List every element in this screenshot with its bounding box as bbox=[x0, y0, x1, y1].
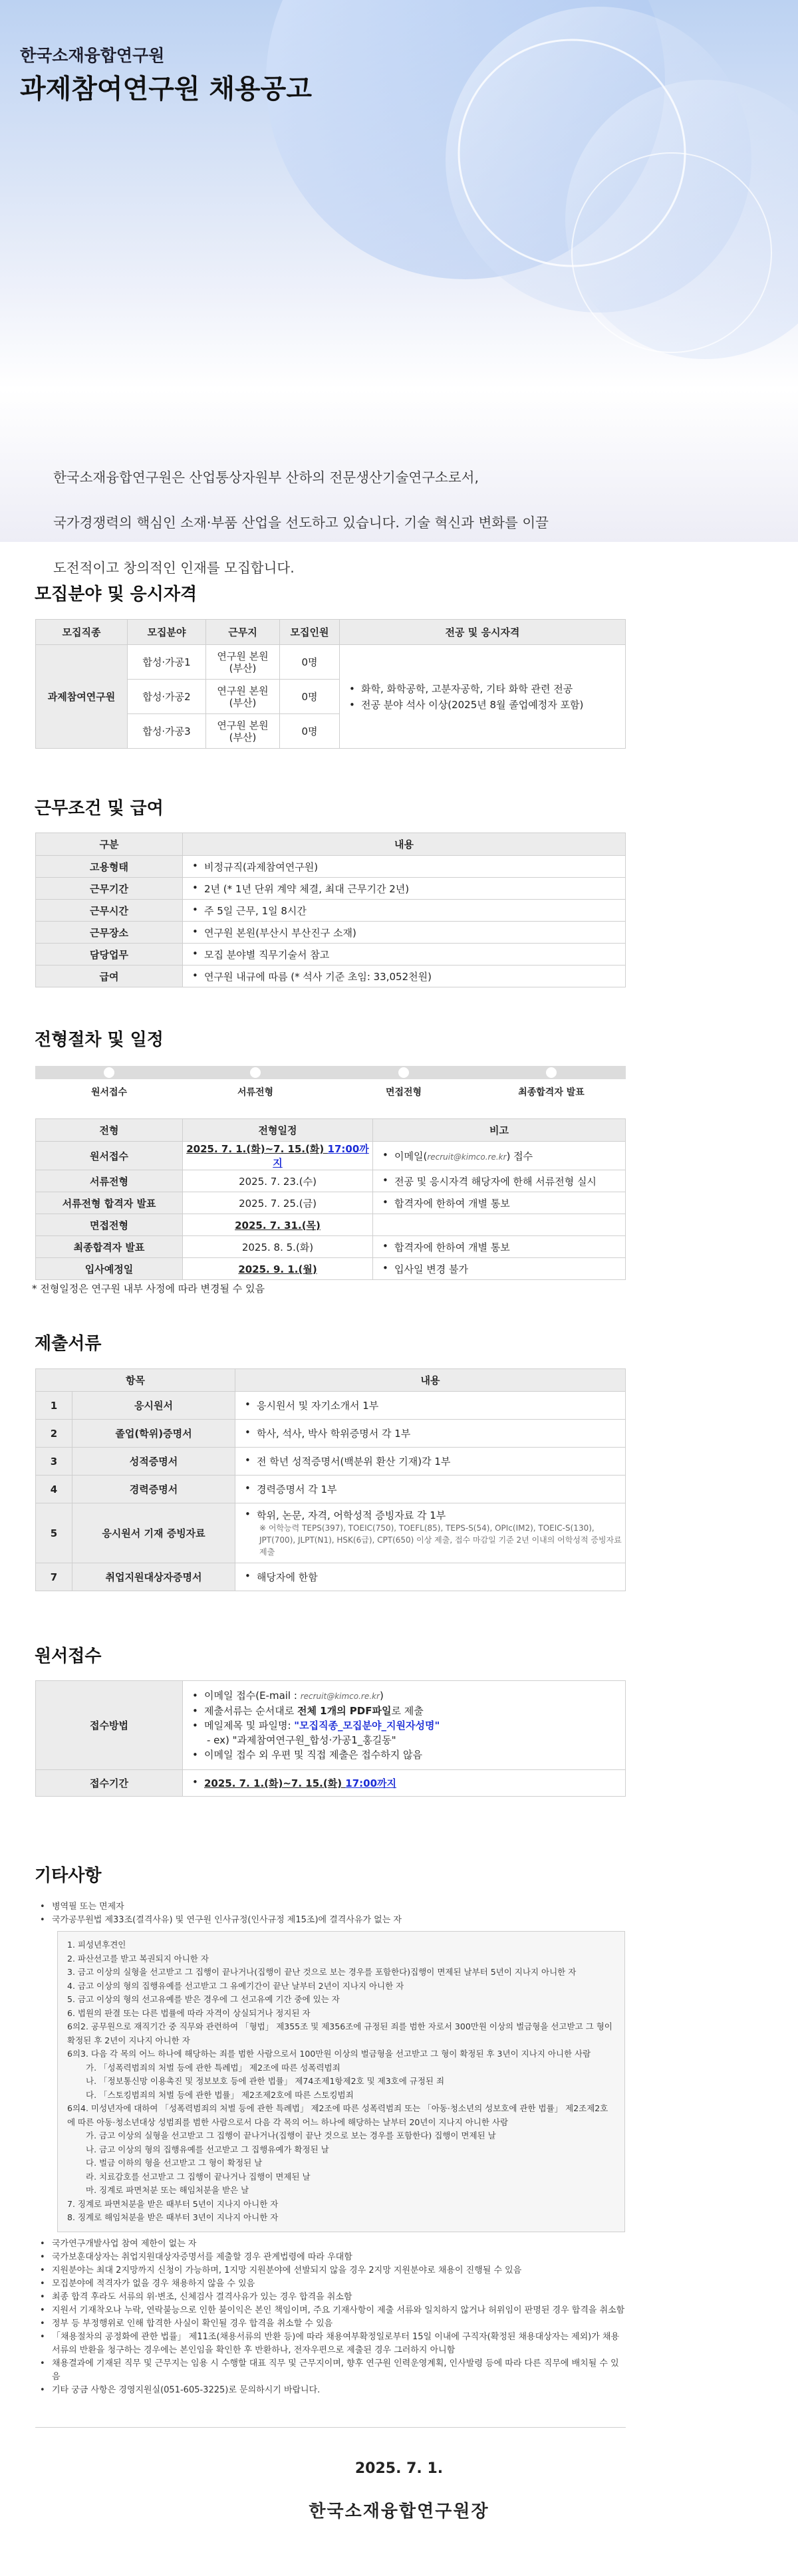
section-title-application: 원서접수 bbox=[35, 1646, 102, 1666]
app-period: • 2025. 7. 1.(화)~7. 15.(화) 17:00까지 bbox=[183, 1770, 626, 1797]
doc-text: 응시원서 및 자기소개서 1부 bbox=[257, 1400, 379, 1412]
steps-track bbox=[35, 1066, 626, 1079]
section-title-documents: 제출서류 bbox=[35, 1334, 102, 1354]
box-line: 3. 금고 이상의 실형을 선고받고 그 집행이 끝나거나(집행이 끝난 것으로 보는 경우를 포함한다)집행이 면제된 날부터 5년이 지나지 아니한 자 bbox=[67, 1967, 577, 1977]
sched-key: 면접전형 bbox=[36, 1214, 183, 1236]
th: 비고 bbox=[373, 1119, 626, 1142]
box-line: 6의2. 공무원으로 재직기간 중 직무와 관련하여 「형법」 제355조 및 제356조에 규정된 죄를 범한 자로서 300만원 이상의 벌금형을 선고받고 그 형이 확정된 후 2년이 지나지 아니한 자 bbox=[67, 2021, 612, 2045]
cond-key: 근무시간 bbox=[36, 900, 183, 922]
quals-cell: • 화학, 화학공학, 고분자공학, 기타 화학 관련 전공 • 전공 분야 석사 이상(2025년 8월 졸업예정자 포함) bbox=[340, 645, 626, 749]
th: 모집분야 bbox=[128, 620, 206, 645]
box-line: 나. 「정보통신망 이용촉진 및 정보보호 등에 관한 법률」 제74조제1항제2호 및 제3호에 규정된 죄 bbox=[86, 2076, 445, 2086]
job-type: 과제참여연구원 bbox=[36, 645, 128, 749]
cond-text: 모집 분야별 직무기술서 참고 bbox=[204, 948, 330, 961]
cond-key: 담당업무 bbox=[36, 944, 183, 966]
etc-item: 최종 합격 후라도 서류의 위·변조, 신체검사 결격사유가 있는 경우 합격을 취소함 bbox=[52, 2291, 352, 2302]
doc-key: 성적증명서 bbox=[72, 1448, 235, 1476]
intro-line: 한국소재융합연구원은 산업통상자원부 산하의 전문생산기술연구소로서, bbox=[53, 469, 479, 485]
note-text: 합격자에 한하여 개별 통보 bbox=[394, 1197, 510, 1210]
m-bold: 전체 1개의 PDF파일 bbox=[297, 1705, 392, 1717]
field: 합성·가공3 bbox=[128, 714, 206, 749]
doc-num: 3 bbox=[36, 1448, 72, 1476]
note-text: 이메일( bbox=[394, 1150, 428, 1162]
doc-val: • 응시원서 및 자기소개서 1부 bbox=[235, 1392, 626, 1420]
doc-val: • 학위, 논문, 자격, 어학성적 증빙자료 각 1부 ※ 어학능력 TEPS(397), TOEIC(750), TOEFL(85), TEPS-S(54), OPIc(IM2), TOEIC-S(130), JPT(700), JLPT(N1), HSK(6급), CPT(650) 이상 제출, 접수 마감일 기준 2년 이내의 어학성적 증빙자료 제출 bbox=[235, 1503, 626, 1563]
m-text: 로 제출 bbox=[391, 1705, 424, 1717]
m-text: 이메일 접수 외 우편 및 직접 제출은 접수하지 않음 bbox=[204, 1749, 422, 1761]
note-text: 합격자에 한하여 개별 통보 bbox=[394, 1241, 510, 1253]
doc-text: 해당자에 한함 bbox=[257, 1571, 318, 1583]
th: 전공 및 응시자격 bbox=[340, 620, 626, 645]
doc-val: • 해당자에 한함 bbox=[235, 1563, 626, 1591]
cond-text: 2년 (* 1년 단위 계약 체결, 최대 근무기간 2년) bbox=[204, 882, 410, 895]
app-method: • 이메일 접수(E-mail : recruit@kimco.re.kr) • 제출서류는 순서대로 전체 1개의 PDF파일로 제출 • 메일제목 및 파일명: "모집직종_모집분야_지원자성명" - ex) "과제참여연구원_합성·가공1_홍길동" • 이메일 접수 외 우편 및 직접 제출은 접수하지 않음 bbox=[183, 1681, 626, 1770]
notice-signer: 한국소재융합연구원장 bbox=[309, 2502, 489, 2521]
note-text: 전공 및 응시자격 해당자에 한해 서류전형 실시 bbox=[394, 1175, 597, 1188]
note-text: ) 접수 bbox=[506, 1150, 533, 1162]
process-steps bbox=[35, 1063, 626, 1097]
field: 합성·가공1 bbox=[128, 645, 206, 680]
cond-key: 근무기간 bbox=[36, 878, 183, 900]
doc-num: 4 bbox=[36, 1476, 72, 1503]
m-text: 이메일 접수(E-mail : bbox=[204, 1690, 301, 1702]
doc-key: 취업지원대상자증명서 bbox=[72, 1563, 235, 1591]
box-line: 마. 징계로 파면처분 또는 해임처분을 받은 날 bbox=[86, 2185, 249, 2195]
count: 0명 bbox=[280, 714, 340, 749]
period-text: 2025. 7. 1.(화)~7. 15.(화) bbox=[204, 1777, 346, 1789]
sched-date bbox=[183, 1142, 373, 1170]
sched-note: • 입사일 변경 불가 bbox=[373, 1258, 626, 1280]
count: 0명 bbox=[280, 680, 340, 714]
cond-val: • 모집 분야별 직무기술서 참고 bbox=[183, 944, 626, 966]
box-line: 6. 법원의 판결 또는 다른 법률에 따라 자격이 상실되거나 정지된 자 bbox=[67, 2007, 311, 2018]
th: 내용 bbox=[235, 1369, 626, 1392]
cond-val: • 2년 (* 1년 단위 계약 체결, 최대 근무기간 2년) bbox=[183, 878, 626, 900]
box-line: 1. 피성년후견인 bbox=[67, 1940, 126, 1950]
sched-note: • 전공 및 응시자격 해당자에 한해 서류전형 실시 bbox=[373, 1170, 626, 1192]
m-text: ) bbox=[379, 1690, 384, 1702]
sched-note: • 이메일(recruit@kimco.re.kr) 접수 bbox=[373, 1142, 626, 1170]
cond-key: 근무장소 bbox=[36, 922, 183, 944]
time-text: 17:00까지 bbox=[273, 1143, 369, 1169]
th: 구분 bbox=[36, 833, 183, 856]
box-line: 2. 파산선고를 받고 복권되지 아니한 자 bbox=[67, 1953, 209, 1964]
etc-item: 지원분야는 최대 2지망까지 신청이 가능하며, 1지망 지원분야에 선발되지 않을 경우 2지망 지원분야로 채용이 진행될 수 있음 bbox=[52, 2265, 522, 2275]
etc-item: 정부 등 부정행위로 인해 합격한 사실이 확인될 경우 합격을 취소할 수 있음 bbox=[52, 2318, 333, 2329]
sched-date bbox=[183, 1214, 373, 1236]
box-line: 나. 금고 이상의 형의 집행유예를 선고받고 그 집행유예가 확정된 날 bbox=[86, 2144, 329, 2154]
count: 0명 bbox=[280, 645, 340, 680]
step-label: 서류전형 bbox=[237, 1087, 274, 1098]
cond-text: 주 5일 근무, 1일 8시간 bbox=[204, 904, 307, 917]
notice-date: 2025. 7. 1. bbox=[354, 2460, 444, 2477]
place: 연구원 본원 (부산) bbox=[206, 645, 280, 680]
etc-item: 병역필 또는 면제자 bbox=[52, 1902, 124, 1912]
intro-band bbox=[0, 389, 798, 576]
doc-val: • 경력증명서 각 1부 bbox=[235, 1476, 626, 1503]
doc-subnote: ※ 어학능력 TEPS(397), TOEIC(750), TOEFL(85), TEPS-S(54), OPIc(IM2), TOEIC-S(130), JPT(700), JLPT(N1), HSK(6급), CPT(650) 이상 제출, 접수 마감일 기준 2년 이내의 어학성적 증빙자료 제출 bbox=[259, 1523, 622, 1557]
disqualification-box bbox=[57, 1931, 625, 2232]
etc-section bbox=[0, 1862, 798, 2576]
page-title: 과제참여연구원 채용공고 bbox=[20, 74, 312, 104]
sched-key: 서류전형 합격자 발표 bbox=[36, 1192, 183, 1214]
box-line: 7. 징계로 파면처분을 받은 때부터 5년이 지나지 아니한 자 bbox=[67, 2198, 279, 2209]
period-time: 17:00까지 bbox=[345, 1777, 397, 1789]
m-text: 제출서류는 순서대로 bbox=[204, 1705, 297, 1717]
main-content bbox=[0, 542, 798, 1872]
email-link[interactable]: recruit@kimco.re.kr bbox=[300, 1692, 380, 1701]
etc-content: • 병역필 또는 면제자 • 국가공무원법 제33조(결격사유) 및 연구원 인사규정(인사규정 제15조)에 결격사유가 없는 자 1. 피성년후견인 2. 파산선고를 받고 복권되지 아니한 자 3. 금고 이상의 실형을 선고받고 그 집행이 끝나거나(집행이 끝난 것으로 보는 경우를 포함한다)집행이 면제된 날부터 5년이 지나지 아니한 자 4. 금고 이상의 형의 집행유예를 선고받고 그 유예기간이 끝난 날부터 2년이 지나지 아니한 자 5. 금고 이상의 형의 선고유예를 받은 경우에 그 선고유예 기간 중에 있는 자 6. 법원의 판결 또는 다른 법률에 따라 자격이 상실되거나 정지된 자 6의2. 공무원으로 재직기간 중 직무와 관련하여 「형법」 제355조 및 제356조에 규정된 죄를 범한 자로서 300만원 이상의 벌금형을 선고받고 그 형이 확정된 후 2년이 지나지 아니한 자 6의3. 다음 각 목의 어느 하나에 해당하는 죄를 범한 사람으로서 100만원 이상의 벌금형을 선고받고 그 형이 확정된 후 3년이 지나지 아니한 사람 가. 「성폭력범죄의 처벌 등에 관한 특례법」 제2조에 따른 성폭력범죄 나. 「정보통신망 이용촉진 및 정보보호 등에 관한 법률」 제74조제1항제2호 및 제3호에 규정된 죄 다. 「스토킹범죄의 처벌 등에 관한 법률」 제2조제2호에 따른 스토킹범죄 6의4. 미성년자에 대하여 「성폭력범죄의 처벌 등에 관한 특례법」 제2조에 따른 성폭력범죄 또는 「아동·청소년의 성보호에 관한 법률」 제2조제2호에 따른 아동·청소년대상 성범죄를 범한 사람으로서 다음 각 목의 어느 하나에 해당하는 날부터 20년이 지나지 아니한 사람 가. 금고 이상의 실형을 선고받고 그 집행이 끝나거나(집행이 끝난 것으로 보는 경우를 포함한다) 집행이 면제된 날 나. 금고 이상의 형의 집행유예를 선고받고 그 집행유예가 확정된 날 다. 벌금 이하의 형을 선고받고 그 형이 확정된 날 라. 치료감호를 선고받고 그 집행이 끝나거나 집행이 면제된 날 마. 징계로 파면처분 또는 해임처분을 받은 날 7. 징계로 파면처분을 받은 때부터 5년이 지나지 아니한 자 8. 징계로 해임처분을 받은 때부터 3년이 지나지 아니한 자 • 국가연구개발사업 참여 제한이 없는 자 • 국가보훈대상자는 취업지원대상자증명서를 제출할 경우 관계법령에 따라 우대함 • 지원분야는 최대 2지망까지 신청이 가능하며, 1지망 지원분야에 선발되지 않을 경우 2지망 지원분야로 채용이 진행될 수 있음 • 모집분야에 적격자가 없을 경우 채용하지 않을 수 있음 • 최종 합격 후라도 서류의 위·변조, 신체검사 결격사유가 있는 경우 합격을 취소함 • 지원서 기재착오나 누락, 연락불능으로 인한 불이익은 본인 책임이며, 주요 기재사항이 제출 서류와 일치하지 않거나 허위임이 판명된 경우 합격을 취소함 • 정부 등 부정행위로 인해 합격한 사실이 확인될 경우 합격을 취소할 수 있음 • 「채용절차의 공정화에 관한 법률」 제11조(채용서류의 반환 등)에 따라 채용여부확정일로부터 15일 이내에 구직자(확정된 채용대상자는 제외)가 채용서류의 반환을 청구하는 경우에는 본인임을 확인한 후 반환하나, 전자우편으로 제출된 경우 그러하지 아니함 • 채용결과에 기재된 직무 및 근무지는 임용 시 수행할 대표 직무 및 근무지이며, 향후 연구원 인력운영계획, 인사발령 등에 따라 다른 직무에 배치될 수 있음 • 기타 궁금 사항은 경영지원실(051-605-3225)로 문의하시기 바랍니다. bbox=[40, 1900, 625, 2397]
m-highlight: "모집직종_모집분야_지원자성명" bbox=[294, 1720, 440, 1732]
schedule-footnote: * 전형일정은 연구원 내부 사정에 따라 변경될 수 있음 bbox=[32, 1283, 265, 1295]
doc-text: 학사, 석사, 박사 학위증명서 각 1부 bbox=[257, 1428, 411, 1440]
th: 근무지 bbox=[206, 620, 280, 645]
qual: 화학, 화학공학, 고분자공학, 기타 화학 관련 전공 bbox=[361, 682, 573, 695]
cond-key: 고용형태 bbox=[36, 856, 183, 878]
conditions-table bbox=[35, 833, 626, 987]
box-line: 5. 금고 이상의 형의 선고유예를 받은 경우에 그 선고유예 기간 중에 있는 자 bbox=[67, 1994, 340, 2004]
sched-key: 원서접수 bbox=[36, 1142, 183, 1170]
qual: 전공 분야 석사 이상(2025년 8월 졸업예정자 포함) bbox=[361, 698, 584, 711]
date-text: 2025. 7. 31.(목) bbox=[235, 1219, 321, 1231]
sched-note: • 합격자에 한하여 개별 통보 bbox=[373, 1192, 626, 1214]
step-dot bbox=[104, 1067, 114, 1078]
etc-item: 국가공무원법 제33조(결격사유) 및 연구원 인사규정(인사규정 제15조)에 결격사유가 없는 자 bbox=[52, 1915, 402, 1925]
cond-text: 비정규직(과제참여연구원) bbox=[204, 860, 319, 873]
place: 연구원 본원 (부산) bbox=[206, 680, 280, 714]
section-title-recruit: 모집분야 및 응시자격 bbox=[35, 584, 198, 604]
cond-val: • 연구원 본원(부산시 부산진구 소재) bbox=[183, 922, 626, 944]
note-text: 입사일 변경 불가 bbox=[394, 1263, 468, 1275]
step-label: 면접전형 bbox=[385, 1087, 422, 1098]
sched-key: 서류전형 bbox=[36, 1170, 183, 1192]
box-line: 가. 금고 이상의 실형을 선고받고 그 집행이 끝나거나(집행이 끝난 것으로 보는 경우를 포함한다) 집행이 면제된 날 bbox=[86, 2130, 496, 2140]
box-line: 라. 치료감호를 선고받고 그 집행이 끝나거나 집행이 면제된 날 bbox=[86, 2171, 311, 2182]
doc-text: 경력증명서 각 1부 bbox=[257, 1483, 337, 1495]
cond-val: • 연구원 내규에 따름 (* 석사 기준 초임: 33,052천원) bbox=[183, 966, 626, 987]
th: 항목 bbox=[36, 1369, 235, 1392]
app-key: 접수기간 bbox=[36, 1770, 183, 1797]
doc-num: 5 bbox=[36, 1503, 72, 1563]
sched-note: • 합격자에 한하여 개별 통보 bbox=[373, 1236, 626, 1258]
m-text: 메일제목 및 파일명: bbox=[204, 1720, 295, 1732]
application-table bbox=[35, 1680, 626, 1797]
doc-key: 경력증명서 bbox=[72, 1476, 235, 1503]
etc-item: 국가보훈대상자는 취업지원대상자증명서를 제출할 경우 관계법령에 따라 우대함 bbox=[52, 2252, 352, 2262]
box-line: 8. 징계로 해임처분을 받은 때부터 3년이 지나지 아니한 자 bbox=[67, 2212, 279, 2222]
cond-key: 급여 bbox=[36, 966, 183, 987]
sched-date bbox=[183, 1258, 373, 1280]
app-key: 접수방법 bbox=[36, 1681, 183, 1770]
etc-item: 「채용절차의 공정화에 관한 법률」 제11조(채용서류의 반환 등)에 따라 채용여부확정일로부터 15일 이내에 구직자(확정된 채용대상자는 제외)가 채용서류의 반환을 청구하는 경우에는 본인임을 확인한 후 반환하나, 전자우편으로 제출된 경우 그러하지 아니함 bbox=[52, 2331, 620, 2355]
step-dot bbox=[546, 1067, 557, 1078]
divider bbox=[35, 2427, 626, 2428]
th: 전형 bbox=[36, 1119, 183, 1142]
box-line: 다. 「스토킹범죄의 처벌 등에 관한 법률」 제2조제2호에 따른 스토킹범죄 bbox=[86, 2089, 354, 2100]
th: 모집인원 bbox=[280, 620, 340, 645]
sched-key: 입사예정일 bbox=[36, 1258, 183, 1280]
sched-date: 2025. 7. 25.(금) bbox=[183, 1192, 373, 1214]
th: 모집직종 bbox=[36, 620, 128, 645]
etc-item: 모집분야에 적격자가 없을 경우 채용하지 않을 수 있음 bbox=[52, 2278, 255, 2289]
etc-item: 기타 궁금 사항은 경영지원실(051-605-3225)로 문의하시기 바랍니다. bbox=[52, 2384, 321, 2395]
step-dot bbox=[398, 1067, 409, 1078]
sched-date: 2025. 8. 5.(화) bbox=[183, 1236, 373, 1258]
doc-num: 7 bbox=[36, 1563, 72, 1591]
hero-org: 한국소재융합연구원 bbox=[20, 46, 165, 65]
documents-table bbox=[35, 1368, 626, 1591]
step-label: 원서접수 bbox=[90, 1087, 128, 1098]
cond-text: 연구원 내규에 따름 (* 석사 기준 초임: 33,052천원) bbox=[204, 970, 432, 983]
section-title-process: 전형절차 및 일정 bbox=[35, 1030, 164, 1050]
th: 전형일정 bbox=[183, 1119, 373, 1142]
intro-line: 국가경쟁력의 핵심인 소재·부품 산업을 선도하고 있습니다. 기술 혁신과 변화를 이끌 bbox=[53, 515, 549, 531]
place: 연구원 본원 (부산) bbox=[206, 714, 280, 749]
box-line: 다. 벌금 이하의 형을 선고받고 그 형이 확정된 날 bbox=[86, 2158, 263, 2168]
m-example: - ex) "과제참여연구원_합성·가공1_홍길동" bbox=[207, 1734, 396, 1746]
sched-key: 최종합격자 발표 bbox=[36, 1236, 183, 1258]
box-line: 6의3. 다음 각 목의 어느 하나에 해당하는 죄를 범한 사람으로서 100만원 이상의 벌금형을 선고받고 그 형이 확정된 후 3년이 지나지 아니한 사람 bbox=[67, 2049, 591, 2059]
email-link[interactable]: recruit@kimco.re.kr bbox=[427, 1152, 507, 1162]
box-line: 가. 「성폭력범죄의 처벌 등에 관한 특례법」 제2조에 따른 성폭력범죄 bbox=[86, 2062, 340, 2073]
doc-num: 2 bbox=[36, 1420, 72, 1448]
section-title-conditions: 근무조건 및 급여 bbox=[35, 799, 164, 819]
doc-key: 응시원서 bbox=[72, 1392, 235, 1420]
box-line: 4. 금고 이상의 형의 집행유예를 선고받고 그 유예기간이 끝난 날부터 2년이 지나지 아니한 자 bbox=[67, 1980, 404, 1991]
step-label: 최종합격자 발표 bbox=[518, 1087, 585, 1098]
doc-text: 전 학년 성적증명서(백분위 환산 기재)각 1부 bbox=[257, 1456, 451, 1468]
sched-note bbox=[373, 1214, 626, 1236]
section-title-etc: 기타사항 bbox=[35, 1866, 102, 1886]
doc-text: 학위, 논문, 자격, 어학성적 증빙자료 각 1부 bbox=[257, 1509, 446, 1521]
cond-val: • 비정규직(과제참여연구원) bbox=[183, 856, 626, 878]
doc-key: 졸업(학위)증명서 bbox=[72, 1420, 235, 1448]
cond-val: • 주 5일 근무, 1일 8시간 bbox=[183, 900, 626, 922]
doc-val: • 학사, 석사, 박사 학위증명서 각 1부 bbox=[235, 1420, 626, 1448]
etc-item: 채용결과에 기재된 직무 및 근무지는 임용 시 수행할 대표 직무 및 근무지이며, 향후 연구원 인력운영계획, 인사발령 등에 따라 다른 직무에 배치될 수 있음 bbox=[52, 2358, 619, 2382]
etc-item: 지원서 기재착오나 누락, 연락불능으로 인한 불이익은 본인 책임이며, 주요 기재사항이 제출 서류와 일치하지 않거나 허위임이 판명된 경우 합격을 취소함 bbox=[52, 2305, 625, 2315]
doc-key: 응시원서 기재 증빙자료 bbox=[72, 1503, 235, 1563]
etc-item: 국가연구개발사업 참여 제한이 없는 자 bbox=[52, 2238, 197, 2249]
doc-val: • 전 학년 성적증명서(백분위 환산 기재)각 1부 bbox=[235, 1448, 626, 1476]
doc-num: 1 bbox=[36, 1392, 72, 1420]
date-text: 2025. 9. 1.(월) bbox=[238, 1263, 317, 1275]
th: 내용 bbox=[183, 833, 626, 856]
schedule-table bbox=[35, 1118, 626, 1280]
recruit-table bbox=[35, 619, 626, 749]
intro-line: 도전적이고 창의적인 인재를 모집합니다. bbox=[53, 560, 295, 576]
sched-date: 2025. 7. 23.(수) bbox=[183, 1170, 373, 1192]
date-text: 2025. 7. 1.(화)~7. 15.(화) bbox=[186, 1143, 328, 1155]
box-line: 6의4. 미성년자에 대하여 「성폭력범죄의 처벌 등에 관한 특례법」 제2조에 따른 성폭력범죄 또는 「아동·청소년의 성보호에 관한 법률」 제2조제2호에 따른 아동·청소년대상 성범죄를 범한 사람으로서 다음 각 목의 어느 하나에 해당하는 날부터 20년이 지나지 아니한 사람 bbox=[67, 2103, 608, 2127]
field: 합성·가공2 bbox=[128, 680, 206, 714]
step-dot bbox=[250, 1067, 261, 1078]
cond-text: 연구원 본원(부산시 부산진구 소재) bbox=[204, 926, 356, 939]
hero-banner bbox=[0, 0, 798, 389]
